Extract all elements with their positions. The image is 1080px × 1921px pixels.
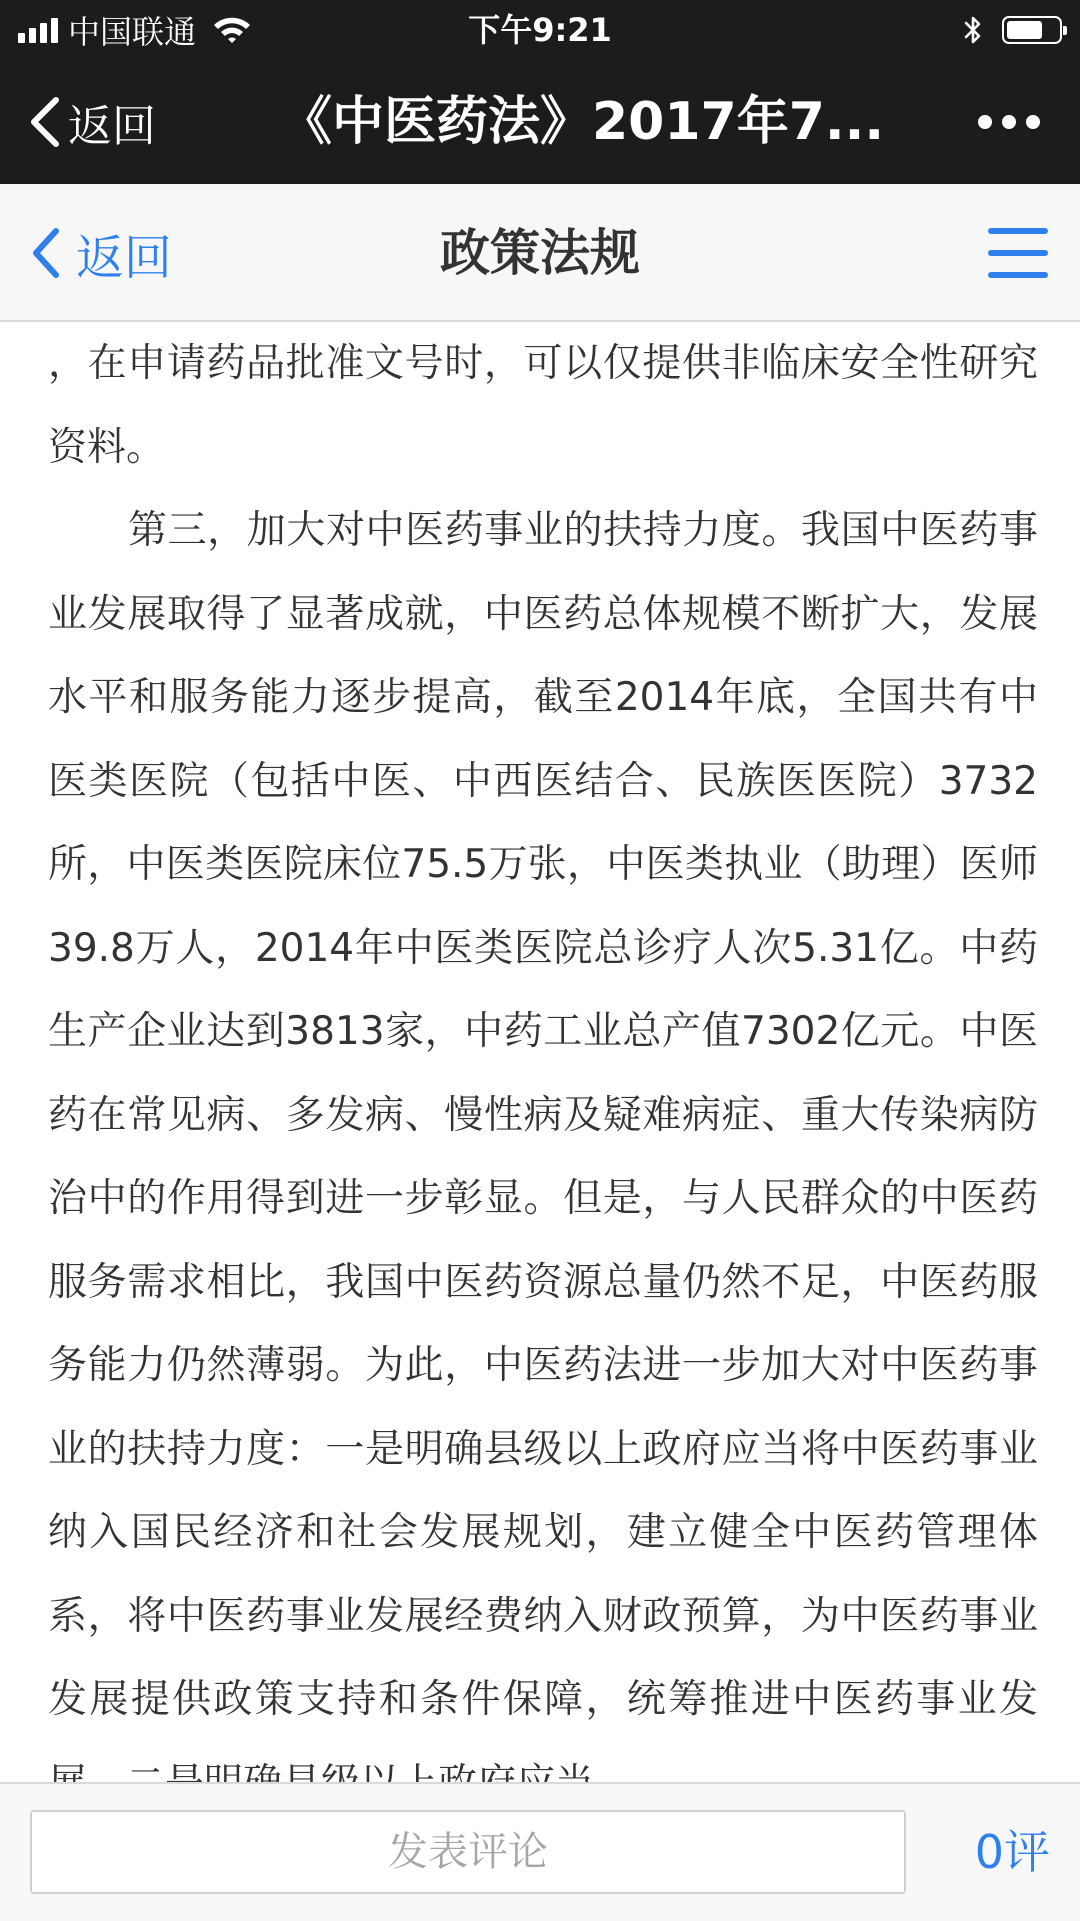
status-right — [962, 0, 1062, 60]
battery-icon — [1002, 16, 1062, 44]
wechat-nav-bar — [0, 60, 1080, 184]
chevron-left-icon — [28, 225, 62, 281]
page-title: 政策法规 — [440, 224, 640, 282]
chevron-left-icon — [26, 95, 62, 149]
page-back-label: 返回 — [76, 229, 173, 286]
page-back-button[interactable] — [28, 184, 172, 322]
status-time: 下午9:21 — [468, 11, 612, 49]
battery-fill — [1007, 21, 1042, 39]
status-bar — [0, 0, 1080, 60]
wechat-back-label: 返回 — [68, 101, 156, 152]
article-scroll-area[interactable] — [0, 322, 1080, 1782]
carrier-name: 中国联通 — [68, 13, 197, 51]
comment-bar — [0, 1782, 1080, 1921]
page-header — [0, 184, 1080, 322]
wechat-back-button[interactable] — [26, 60, 156, 184]
hamburger-menu-icon[interactable] — [988, 228, 1048, 278]
comment-count-button[interactable]: 0评 — [974, 1825, 1050, 1879]
article-body — [48, 322, 1038, 1825]
wechat-title: 《中医药法》2017年7... — [280, 92, 885, 152]
bluetooth-icon — [962, 14, 984, 46]
comment-input[interactable]: 发表评论 — [30, 1810, 906, 1894]
article-paragraph: ，在申请药品批准文号时，可以仅提供非临床安全性研究资料。 — [48, 341, 1038, 470]
more-icon[interactable] — [978, 60, 1040, 184]
article-paragraph: 第三，加大对中医药事业的扶持力度。我国中医药事业发展取得了显著成就，中医药总体规模不断扩大，发展水平和服务能力逐步提高，截至2014年底，全国共有中医类医院（包括中医、中西医结合、民族医医院）3732所，中医类医院床位75.5万张，中医类执业（助理）医师39.8万人，2014年中医类医院总诊疗人次5.31亿。中药生产企业达到3813家，中药工业总产值7302亿元。中医药在常见病、多发病、慢性病及疑难病症、重大传染病防治中的作用得到进一步彰显。但是，与人民群众的中医药服务需求相比，我国中医药资源总量仍然不足，中医药服务能力仍然薄弱。为此，中医药法进一步加大对中医药事业的扶持力度：一是明确县级以上政府应当将中医药事业纳入国民经济和社会发展规划，建立健全中医药管理体系，将中医药事业发展经费纳入财政预算，为中医药事业发展提供政策支持和条件保障，统筹推进中医药事业发 — [48, 508, 1038, 1722]
